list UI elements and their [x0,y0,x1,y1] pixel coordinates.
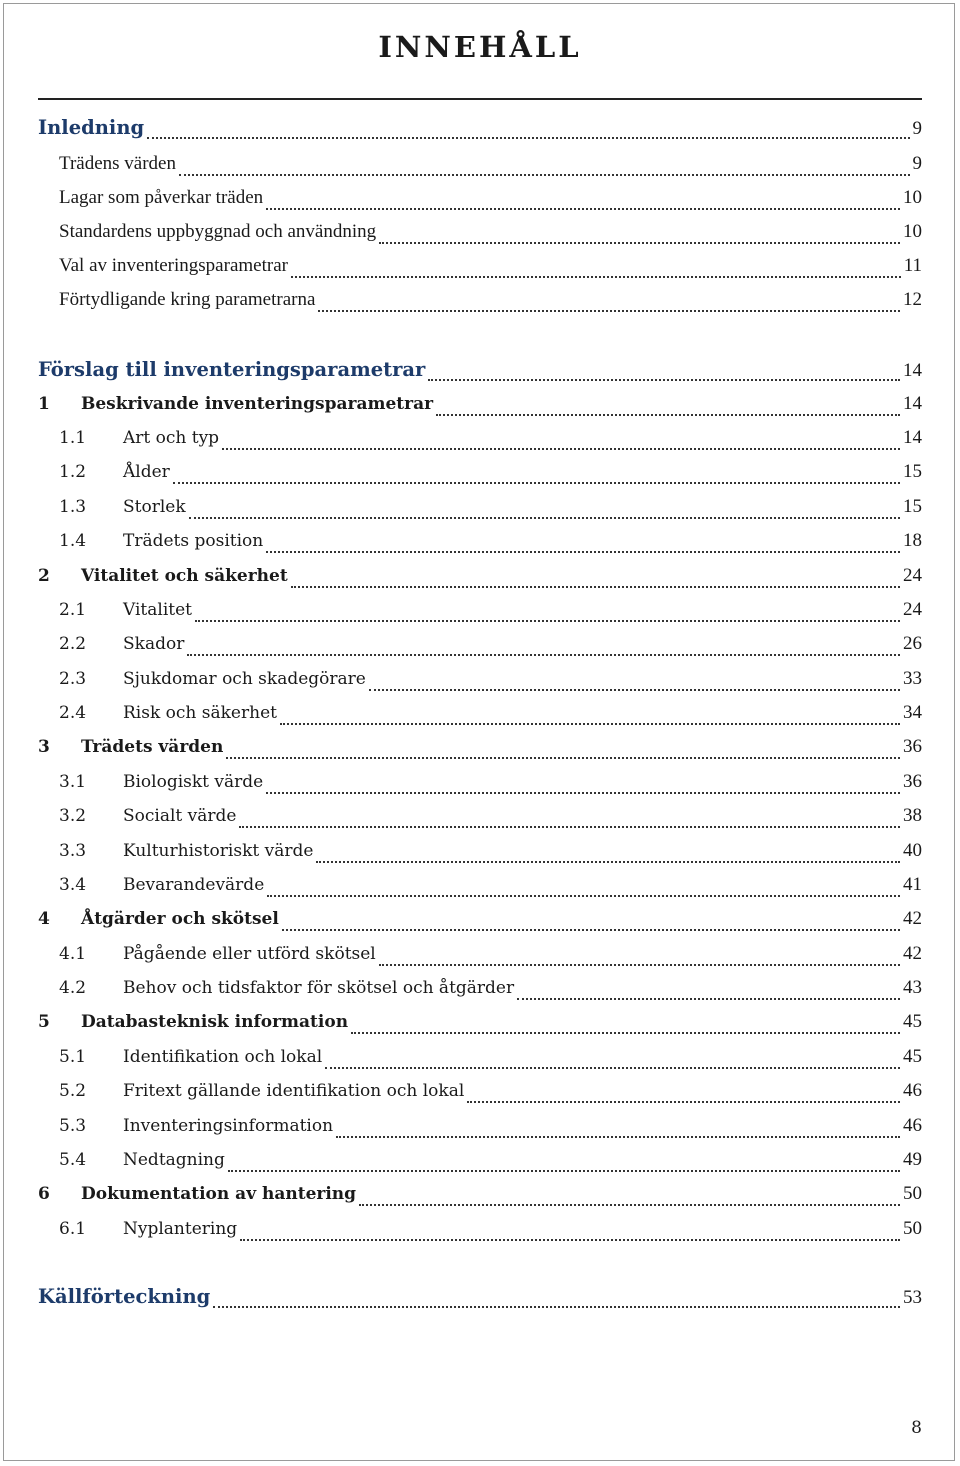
toc-entry-5-2[interactable] [59,1080,922,1110]
dot-leader [213,1306,900,1308]
dot-leader [195,620,900,622]
toc-entry-1[interactable] [38,393,922,423]
toc-label: Källförteckning [38,1285,211,1308]
dot-leader [428,379,900,381]
toc-entry-lagar[interactable] [59,187,922,217]
toc-label: Dokumentation av hantering [81,1184,357,1204]
dot-leader [266,792,900,794]
dot-leader [226,757,900,759]
toc-label: Fritext gällande identifikation och lokal [123,1081,465,1101]
toc-label: Identifikation och lokal [123,1047,323,1067]
toc-label: Trädens värden [59,153,176,174]
toc-page: 46 [903,1080,922,1101]
toc-page: 11 [903,255,922,276]
toc-entry-val-av[interactable] [59,255,922,285]
toc-number: 4 [38,909,50,929]
toc-page: 43 [903,977,922,998]
toc-number: 1.1 [59,428,87,448]
toc-page: 45 [903,1046,922,1067]
toc-number: 5 [38,1012,50,1032]
toc-page: 36 [903,736,922,757]
toc-entry-5-4[interactable] [59,1149,922,1179]
toc-label: Beskrivande inventeringsparametrar [81,394,434,414]
toc-label: Förslag till inventeringsparametrar [38,358,426,381]
toc-entry-tradens-varden[interactable] [59,153,922,183]
dot-leader [267,895,900,897]
toc-number: 1 [38,394,50,414]
toc-label: Kulturhistoriskt värde [123,841,314,861]
toc-number: 2.2 [59,634,87,654]
dot-leader [359,1204,900,1206]
toc-page: 42 [903,908,922,929]
toc-label: Bevarandevärde [123,875,265,895]
toc-label: Inventeringsinformation [123,1116,334,1136]
toc-label: Sjukdomar och skadegörare [123,669,366,689]
toc-entry-4-2[interactable] [59,977,922,1007]
toc-page: 50 [903,1183,922,1204]
dot-leader [189,517,900,519]
toc-page: 12 [903,289,922,310]
toc-label: Risk och säkerhet [123,703,277,723]
toc-label: Databasteknisk information [81,1012,349,1032]
toc-number: 2.3 [59,669,87,689]
toc-entry-2-4[interactable] [59,702,922,732]
toc-entry-1-1[interactable] [59,427,922,457]
toc-entry-3-4[interactable] [59,874,922,904]
toc-number: 3.1 [59,772,87,792]
toc-label: Socialt värde [123,806,237,826]
toc-label: Behov och tidsfaktor för skötsel och åtgärder [123,978,515,998]
toc-number: 3.4 [59,875,87,895]
toc-number: 5.4 [59,1150,87,1170]
toc-label: Inledning [38,116,145,139]
toc-entry-fortydligande[interactable] [59,289,922,319]
dot-leader [266,551,900,553]
toc-entry-5[interactable] [38,1011,922,1041]
toc-page: 15 [903,461,922,482]
toc-page: 34 [903,702,922,723]
toc-entry-1-4[interactable] [59,530,922,560]
toc-page: 14 [903,427,922,448]
dot-leader [266,208,900,210]
toc-entry-2-3[interactable] [59,668,922,698]
toc-number: 2 [38,566,50,586]
toc-label: Trädets position [123,531,264,551]
toc-number: 5.1 [59,1047,87,1067]
toc-entry-kallforteckning[interactable] [38,1285,922,1315]
toc-label: Nedtagning [123,1150,225,1170]
toc-page: 53 [903,1287,922,1308]
toc-page: 9 [912,118,922,139]
toc-page: 26 [903,633,922,654]
toc-number: 5.3 [59,1116,87,1136]
toc-entry-3-2[interactable] [59,805,922,835]
toc-label: Skador [123,634,185,654]
toc-number: 1.3 [59,497,87,517]
dot-leader [179,174,910,176]
toc-number: 1.4 [59,531,87,551]
toc-entry-5-3[interactable] [59,1115,922,1145]
toc-entry-1-3[interactable] [59,496,922,526]
toc-label: Lagar som påverkar träden [59,187,264,208]
toc-page: 9 [912,153,922,174]
toc-entry-4-1[interactable] [59,943,922,973]
toc-number: 5.2 [59,1081,87,1101]
toc-page: 50 [903,1218,922,1239]
dot-leader [240,1239,900,1241]
toc-page: 18 [903,530,922,551]
toc-entry-6[interactable] [38,1183,922,1213]
toc-label: Nyplantering [123,1219,238,1239]
toc-number: 3.2 [59,806,87,826]
toc-label: Standardens uppbyggnad och användning [59,221,377,242]
toc-entry-standardens[interactable] [59,221,922,251]
dot-leader [187,654,900,656]
dot-leader [282,929,900,931]
dot-leader [291,586,900,588]
page-title: INNEHÅLL [378,30,582,64]
toc-label: Ålder [123,462,170,482]
toc-entry-3-3[interactable] [59,840,922,870]
dot-leader [222,448,900,450]
toc-page: 36 [903,771,922,792]
dot-leader [379,964,900,966]
toc-page: 45 [903,1011,922,1032]
toc-page: 41 [903,874,922,895]
toc-page: 38 [903,805,922,826]
dot-leader [239,826,900,828]
dot-leader [316,861,900,863]
dot-leader [228,1170,900,1172]
dot-leader [325,1067,900,1069]
toc-number: 3.3 [59,841,87,861]
toc-label: Förtydligande kring parametrarna [59,289,316,310]
toc-entry-5-1[interactable] [59,1046,922,1076]
dot-leader [379,242,900,244]
toc-entry-6-1[interactable] [59,1218,922,1248]
toc-label: Biologiskt värde [123,772,264,792]
toc-page: 40 [903,840,922,861]
toc-label: Art och typ [123,428,220,448]
toc-number: 3 [38,737,50,757]
dot-leader [280,723,900,725]
toc-label: Vitalitet och säkerhet [81,566,288,586]
toc-label: Åtgärder och skötsel [81,909,279,929]
toc-entry-3-1[interactable] [59,771,922,801]
toc-number: 4.1 [59,944,87,964]
toc-entry-inledning[interactable] [38,116,922,146]
toc-label: Trädets värden [81,737,224,757]
toc-number: 4.2 [59,978,87,998]
toc-page: 49 [903,1149,922,1170]
toc-page: 46 [903,1115,922,1136]
toc-entry-2[interactable] [38,565,922,595]
toc-page: 24 [903,565,922,586]
title-rule [38,98,922,100]
dot-leader [318,310,900,312]
toc-page: 24 [903,599,922,620]
dot-leader [467,1101,900,1103]
toc-number: 6.1 [59,1219,87,1239]
dot-leader [173,482,900,484]
toc-number: 1.2 [59,462,87,482]
dot-leader [517,998,900,1000]
toc-label: Pågående eller utförd skötsel [123,944,376,964]
toc-page: 14 [903,393,922,414]
dot-leader [291,276,901,278]
dot-leader [436,414,900,416]
dot-leader [351,1032,900,1034]
toc-entry-forslag[interactable] [38,358,922,388]
toc-number: 6 [38,1184,50,1204]
toc-page: 14 [903,360,922,381]
toc-page: 42 [903,943,922,964]
dot-leader [336,1136,900,1138]
toc-entry-2-1[interactable] [59,599,922,629]
dot-leader [369,689,900,691]
toc-entry-2-2[interactable] [59,633,922,663]
toc-label: Val av inventeringsparametrar [59,255,288,276]
toc-page: 10 [903,187,922,208]
toc-entry-3[interactable] [38,736,922,766]
page-number: 8 [911,1418,922,1438]
toc-number: 2.1 [59,600,87,620]
toc-label: Storlek [123,497,186,517]
toc-page: 10 [903,221,922,242]
dot-leader [147,137,909,139]
toc-entry-1-2[interactable] [59,461,922,491]
toc-label: Vitalitet [123,600,192,620]
toc-page: 33 [903,668,922,689]
toc-entry-4[interactable] [38,908,922,938]
toc-page: 15 [903,496,922,517]
toc-number: 2.4 [59,703,87,723]
